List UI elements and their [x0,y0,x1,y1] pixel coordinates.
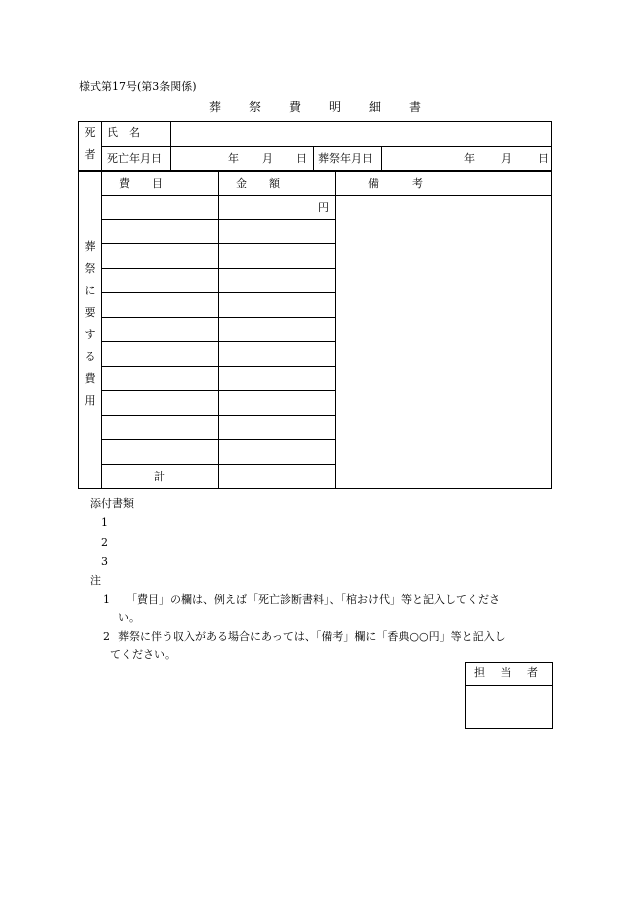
funeral-month-unit: 月 [501,152,512,165]
note-1-text-cont: い。 [118,611,140,624]
header-item: 費 目 [119,177,163,190]
divider [101,195,552,196]
attachment-item: 3 [101,555,108,568]
death-date-label: 死亡年月日 [107,152,162,165]
death-month-unit: 月 [262,152,273,165]
cost-row-line [101,268,335,269]
stamp-label: 担 当 者 [474,666,544,679]
divider [381,146,382,171]
header-remarks: 備 考 [368,177,423,190]
deceased-side-label: 死者 [84,126,96,161]
yen-unit: 円 [318,201,329,214]
death-day-unit: 日 [296,152,307,165]
stamp-area[interactable] [467,688,551,727]
divider [465,685,553,686]
name-label: 氏 名 [107,126,140,139]
divider [170,121,171,171]
attachments-heading: 添付書類 [90,497,134,510]
death-year-unit: 年 [228,152,239,165]
cost-row-line [101,341,335,342]
cost-row-line [101,439,335,440]
cost-row-line [101,317,335,318]
funeral-day-unit: 日 [538,152,549,165]
form-number: 様式第17号(第3条関係) [79,80,197,93]
attachment-item: 2 [101,536,108,549]
note-1-number: 1 [103,593,110,606]
cost-row-line [101,243,335,244]
cost-row-line [101,219,335,220]
note-2-number: 2 [103,630,110,643]
total-label: 計 [154,470,165,483]
cost-row-line [101,415,335,416]
cost-row-line [101,292,335,293]
notes-heading: 注 [90,574,101,587]
funeral-year-unit: 年 [464,152,475,165]
name-field[interactable] [175,124,550,144]
funeral-date-label: 葬祭年月日 [318,152,373,165]
cost-row-line [101,366,335,367]
cost-row-line [101,390,335,391]
note-2-text: 葬祭に伴う収入がある場合にあっては、「備考」欄に「香典○○円」等と記入し [118,630,506,643]
costs-side-label: 葬祭に要する費用 [84,240,96,407]
note-1-text: 「費目」の欄は、例えば「死亡診断書料」、「棺おけ代」等と記入してくださ [126,593,500,606]
note-2-text-cont: てください。 [110,648,176,661]
divider [101,121,102,171]
page-title: 葬祭費明細書 [208,100,449,114]
divider [335,171,336,489]
cost-row-line [101,464,335,465]
divider [313,146,314,171]
attachment-item: 1 [101,516,108,529]
divider [101,146,552,147]
header-amount: 金 額 [236,177,280,190]
